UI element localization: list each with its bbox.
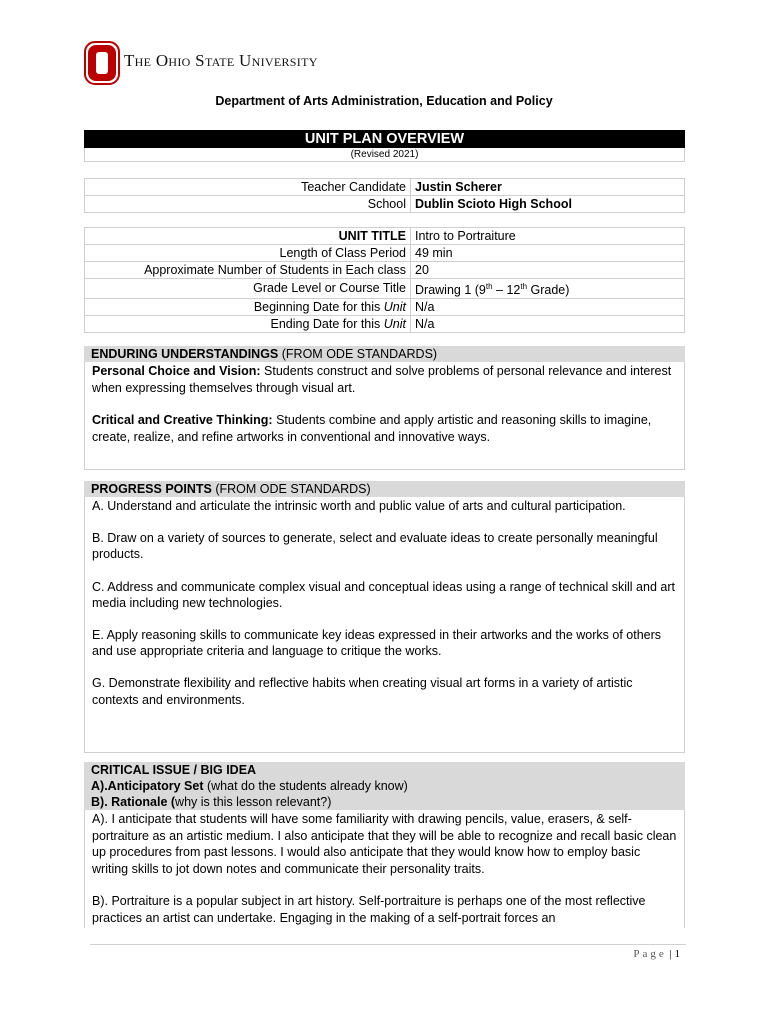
progress-point: G. Demonstrate flexibility and reflective habits when creating visual art forms in a variety of artistic contexts and environments.	[92, 676, 633, 707]
enduring-understandings-section	[84, 346, 685, 470]
teacher-candidate-value: Justin Scherer	[411, 179, 685, 196]
sub-b-rest: why is this lesson relevant?)	[175, 795, 332, 809]
progress-heading	[84, 481, 685, 497]
end-date-value: N/a	[411, 316, 685, 333]
critical-subheadings	[84, 778, 685, 810]
table-row	[85, 245, 685, 262]
teacher-candidate-label: Teacher Candidate	[85, 179, 411, 196]
enduring-paragraph-2	[92, 412, 677, 445]
progress-point: A. Understand and articulate the intrinsic worth and public value of arts and cultural participation.	[92, 499, 626, 513]
enduring-p1-bold: Personal Choice and Vision:	[92, 364, 261, 378]
enduring-p2-bold: Critical and Creative Thinking:	[92, 413, 273, 427]
table-row	[85, 228, 685, 245]
grade-value-mid: – 12	[492, 283, 521, 298]
unit-plan-overview-header: UNIT PLAN OVERVIEW	[84, 130, 685, 148]
end-date-label	[85, 316, 411, 333]
table-row	[85, 279, 685, 299]
department-title: Department of Arts Administration, Education and Policy	[215, 94, 553, 108]
progress-heading-rest: (FROM ODE STANDARDS)	[211, 482, 371, 496]
enduring-heading	[84, 346, 685, 362]
table-row	[85, 299, 685, 316]
unit-info-table	[84, 227, 685, 333]
table-row	[85, 316, 685, 333]
university-name: The Ohio State University	[124, 51, 318, 70]
progress-point: B. Draw on a variety of sources to generate, select and evaluate ideas to create personally meaningful products.	[92, 531, 658, 562]
critical-body	[84, 810, 685, 928]
unit-title-label: UNIT TITLE	[85, 228, 411, 245]
school-label: School	[85, 196, 411, 213]
sub-a-bold: A).Anticipatory Set	[91, 779, 204, 793]
end-label-em: Unit	[383, 316, 406, 331]
revised-note: (Revised 2021)	[84, 148, 685, 162]
students-value: 20	[411, 262, 685, 279]
grade-value-pre: Drawing 1 (9	[415, 283, 486, 298]
class-period-value: 49 min	[411, 245, 685, 262]
sub-a-rest: (what do the students already know)	[203, 779, 408, 793]
anticipatory-set-heading	[91, 778, 678, 794]
progress-point: C. Address and communicate complex visual and conceptual ideas using a range of technical skill and art media including new technologies.	[92, 579, 675, 610]
enduring-heading-rest: (FROM ODE STANDARDS)	[278, 347, 438, 361]
enduring-heading-bold: ENDURING UNDERSTANDINGS	[91, 347, 279, 361]
enduring-paragraph-1	[92, 363, 677, 396]
grade-sup-2: th	[520, 282, 528, 291]
enduring-body	[84, 362, 685, 470]
grade-value-post: Grade)	[527, 283, 570, 298]
grade-value	[411, 279, 685, 299]
enduring-p1-text: Students construct and solve problems of personal relevance and interest when expressing themselves through visual art.	[92, 364, 672, 395]
school-value: Dublin Scioto High School	[411, 196, 685, 213]
university-logo	[84, 41, 344, 87]
begin-date-value: N/a	[411, 299, 685, 316]
sub-b-bold: B). Rationale (	[91, 795, 176, 809]
begin-label-text: Beginning Date for this	[253, 299, 384, 314]
footer-divider	[90, 944, 686, 945]
table-row	[85, 179, 685, 196]
grade-sup-1: th	[485, 282, 493, 291]
students-label: Approximate Number of Students in Each class	[85, 262, 411, 279]
page-separator: |	[666, 948, 675, 960]
anticipatory-paragraph: A). I anticipate that students will have some familiarity with drawing pencils, value, erasers, & self-portraiture as an artistic medium. I also anticipate that they will be able to recognize and recall basic clean up procedures from past lessons. I would also anticipate that they would know how to employ basic writing skills to jot down notes and communicate their personality traits.	[92, 812, 677, 876]
grade-label: Grade Level or Course Title	[85, 279, 411, 299]
begin-date-label	[85, 299, 411, 316]
rationale-paragraph: B). Portraiture is a popular subject in art history. Self-portraiture is perhaps one of the most reflective practices an artist can undertake. Engaging in the making of a self-portrait forces an	[92, 894, 646, 925]
unit-title-value: Intro to Portraiture	[411, 228, 685, 245]
progress-points-section	[84, 481, 685, 753]
teacher-info-table	[84, 178, 685, 213]
enduring-p2-text: Students combine and apply artistic and reasoning skills to imagine, create, realize, and refine artworks in conventional and innovative ways.	[92, 413, 652, 444]
critical-heading: CRITICAL ISSUE / BIG IDEA	[84, 762, 685, 778]
table-row	[85, 196, 685, 213]
critical-issue-section	[84, 762, 685, 928]
class-period-label: Length of Class Period	[85, 245, 411, 262]
progress-heading-bold: PROGRESS POINTS	[91, 482, 212, 496]
page-number: 1	[674, 948, 680, 960]
block-o-logo-icon	[84, 41, 120, 85]
end-label-text: Ending Date for this	[270, 316, 384, 331]
progress-point: E. Apply reasoning skills to communicate key ideas expressed in their artworks and the works of others and use appropriate criteria and language to critique the works.	[92, 628, 662, 659]
progress-body	[84, 497, 685, 753]
page-footer	[633, 948, 680, 960]
page-label: Page	[633, 948, 667, 960]
table-row	[85, 262, 685, 279]
rationale-heading	[91, 794, 678, 810]
begin-label-em: Unit	[383, 299, 406, 314]
